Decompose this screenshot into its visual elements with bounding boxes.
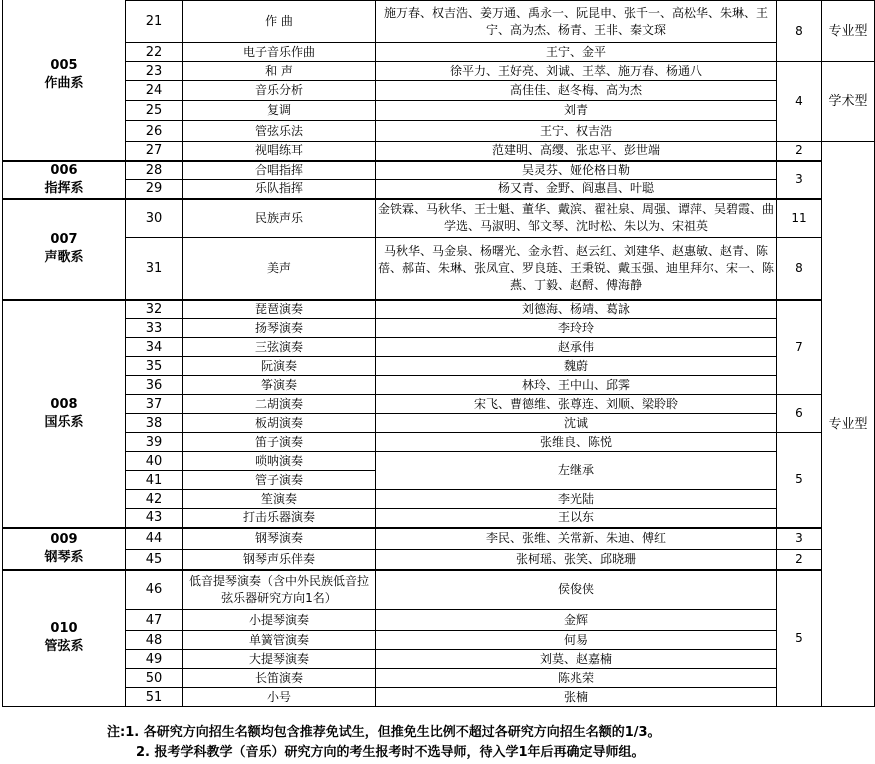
direction-name: 管子演奏	[183, 471, 376, 490]
direction-name: 作 曲	[183, 1, 376, 43]
table-row	[3, 357, 875, 376]
table-row	[3, 121, 875, 142]
table-row	[3, 101, 875, 121]
direction-name: 视唱练耳	[183, 142, 376, 161]
direction-name: 大提琴演奏	[183, 650, 376, 669]
row-number: 51	[126, 688, 183, 707]
row-number: 30	[126, 199, 183, 238]
row-number: 25	[126, 101, 183, 121]
direction-name: 美声	[183, 238, 376, 300]
row-number: 24	[126, 81, 183, 101]
row-number: 38	[126, 414, 183, 433]
quota: 8	[777, 238, 822, 300]
dept-code: 008	[50, 396, 78, 412]
advisors: 林玲、王中山、邱霁	[376, 376, 777, 395]
advisors: 张维良、陈悦	[376, 433, 777, 452]
row-number: 35	[126, 357, 183, 376]
table-row	[3, 300, 875, 319]
table-row	[3, 376, 875, 395]
dept-name: 声歌系	[44, 250, 84, 265]
advisors: 李民、张维、关常新、朱迪、傅红	[376, 528, 777, 550]
row-number: 47	[126, 610, 183, 631]
table-row	[3, 81, 875, 101]
dept-name: 国乐系	[44, 414, 84, 430]
note-1: 注:1. 各研究方向招生名额均包含推荐免试生，但推免生比例不超过各研究方向招生名额的1/3。	[107, 725, 661, 740]
direction-name: 管弦乐法	[183, 121, 376, 142]
enrollment-table	[2, 0, 875, 707]
row-number: 50	[126, 669, 183, 688]
dept-cell-005	[3, 0, 126, 161]
dept-name: 作曲系	[44, 76, 84, 92]
table-row	[3, 319, 875, 338]
direction-name: 复调	[183, 101, 376, 121]
direction-name: 小提琴演奏	[183, 610, 376, 631]
dept-code: 010	[50, 621, 78, 637]
table-row	[3, 490, 875, 509]
table-row	[3, 179, 875, 198]
dept-cell-008	[3, 300, 126, 528]
quota: 5	[777, 570, 822, 707]
advisors: 杨又青、金野、阎惠昌、叶聪	[376, 179, 777, 198]
row-number: 33	[126, 319, 183, 338]
direction-name: 和 声	[183, 62, 376, 81]
dept-cell-007	[3, 199, 126, 300]
advisors: 李玲玲	[376, 319, 777, 338]
row-number: 28	[126, 161, 183, 180]
advisors: 赵承伟	[376, 338, 777, 357]
row-number: 22	[126, 43, 183, 62]
advisors: 马秋华、马金泉、杨曙光、金永哲、赵云红、刘建华、赵惠敏、赵青、陈蓓、郝苗、朱琳、张凤宣、罗良琏、王秉锐、戴玉强、迪里拜尔、宋一、陈燕、丁毅、赵酹、傅海静	[376, 238, 777, 300]
table-row	[3, 509, 875, 528]
quota: 7	[777, 300, 822, 395]
row-number: 48	[126, 631, 183, 650]
advisors: 施万春、权吉浩、姜万通、禹永一、阮昆申、张千一、高松华、朱琳、王宁、高为杰、杨青、王非、秦文琛	[376, 1, 777, 43]
direction-name: 琵琶演奏	[183, 300, 376, 319]
quota: 2	[777, 142, 822, 161]
table-row	[3, 395, 875, 414]
advisors: 左继承	[376, 452, 777, 490]
row-number: 46	[126, 570, 183, 610]
table-row	[3, 161, 875, 180]
advisors: 金辉	[376, 610, 777, 631]
dept-name: 管弦系	[44, 639, 84, 655]
quota: 8	[777, 1, 822, 62]
row-number: 37	[126, 395, 183, 414]
table-row	[3, 199, 875, 238]
advisors: 何易	[376, 631, 777, 650]
direction-name: 电子音乐作曲	[183, 43, 376, 62]
dept-code: 005	[50, 58, 78, 74]
row-number: 40	[126, 452, 183, 471]
direction-name: 扬琴演奏	[183, 319, 376, 338]
quota: 5	[777, 433, 822, 528]
row-number: 29	[126, 179, 183, 198]
note-2: 2. 报考学科教学（音乐）研究方向的考生报考时不选导师，待入学1年后再确定导师组。	[136, 745, 645, 760]
advisors: 沈诚	[376, 414, 777, 433]
direction-name: 三弦演奏	[183, 338, 376, 357]
table-row	[3, 610, 875, 631]
table-row	[3, 528, 875, 550]
degree-type: 专业型	[822, 142, 875, 707]
row-number: 27	[126, 142, 183, 161]
advisors: 高佳佳、赵冬梅、高为杰	[376, 81, 777, 101]
advisors: 魏蔚	[376, 357, 777, 376]
direction-name: 笛子演奏	[183, 433, 376, 452]
table-row	[3, 570, 875, 610]
advisors: 吴灵芬、娅伦格日勒	[376, 161, 777, 180]
quota: 3	[777, 161, 822, 199]
table-row	[3, 62, 875, 81]
direction-name: 合唱指挥	[183, 161, 376, 180]
row-number: 21	[126, 1, 183, 43]
dept-cell-009	[3, 528, 126, 570]
quota: 11	[777, 199, 822, 238]
degree-type: 专业型	[822, 1, 875, 62]
advisors: 张柯瑶、张笑、邱晓珊	[376, 550, 777, 570]
table-row	[3, 338, 875, 357]
dept-code: 009	[50, 531, 78, 547]
direction-name: 笙演奏	[183, 490, 376, 509]
quota: 6	[777, 395, 822, 433]
row-number: 41	[126, 471, 183, 490]
table-row	[3, 650, 875, 669]
direction-name: 长笛演奏	[183, 669, 376, 688]
advisors: 宋飞、曹德维、张尊连、刘顺、梁聆聆	[376, 395, 777, 414]
advisors: 李光陆	[376, 490, 777, 509]
row-number: 44	[126, 528, 183, 550]
advisors: 刘莫、赵嘉楠	[376, 650, 777, 669]
advisors: 张楠	[376, 688, 777, 707]
table-row	[3, 142, 875, 161]
direction-name: 音乐分析	[183, 81, 376, 101]
row-number: 39	[126, 433, 183, 452]
advisors: 陈兆荣	[376, 669, 777, 688]
table-row	[3, 43, 875, 62]
table-row	[3, 631, 875, 650]
table-row	[3, 669, 875, 688]
quota: 4	[777, 62, 822, 142]
direction-name: 二胡演奏	[183, 395, 376, 414]
table-row	[3, 238, 875, 300]
row-number: 43	[126, 509, 183, 528]
direction-name: 乐队指挥	[183, 179, 376, 198]
table-row	[3, 452, 875, 471]
direction-name: 板胡演奏	[183, 414, 376, 433]
advisors: 刘德海、杨靖、葛詠	[376, 300, 777, 319]
row-number: 45	[126, 550, 183, 570]
direction-name: 钢琴演奏	[183, 528, 376, 550]
direction-name: 小号	[183, 688, 376, 707]
direction-name: 民族声乐	[183, 199, 376, 238]
advisors: 王以东	[376, 509, 777, 528]
direction-name: 单簧管演奏	[183, 631, 376, 650]
advisors: 刘青	[376, 101, 777, 121]
dept-code: 007	[50, 232, 78, 247]
direction-name: 钢琴声乐伴奏	[183, 550, 376, 570]
advisors: 侯俊侠	[376, 570, 777, 610]
advisors: 范建明、高缨、张忠平、彭世端	[376, 142, 777, 161]
row-number: 26	[126, 121, 183, 142]
quota: 2	[777, 550, 822, 570]
dept-name: 指挥系	[44, 180, 84, 196]
direction-name: 筝演奏	[183, 376, 376, 395]
enrollment-table-container	[2, 0, 874, 707]
direction-name: 低音提琴演奏（含中外民族低音拉弦乐器研究方向1名）	[183, 570, 376, 610]
row-number: 31	[126, 238, 183, 300]
table-row	[3, 1, 875, 43]
row-number: 32	[126, 300, 183, 319]
degree-type: 学术型	[822, 62, 875, 142]
advisors: 王宁、金平	[376, 43, 777, 62]
row-number: 49	[126, 650, 183, 669]
row-number: 42	[126, 490, 183, 509]
advisors: 金铁霖、马秋华、王士魁、董华、戴滨、翟社泉、周强、谭萍、吴碧霞、曲学选、马淑明、邹文琴、沈时松、朱以为、宋祖英	[376, 199, 777, 238]
dept-cell-010	[3, 570, 126, 707]
quota: 3	[777, 528, 822, 550]
table-row	[3, 550, 875, 570]
advisors: 徐平力、王好亮、刘诚、王萃、施万春、杨通八	[376, 62, 777, 81]
table-row	[3, 433, 875, 452]
table-row	[3, 414, 875, 433]
direction-name: 阮演奏	[183, 357, 376, 376]
dept-name: 钢琴系	[44, 549, 84, 565]
direction-name: 唢呐演奏	[183, 452, 376, 471]
table-row	[3, 688, 875, 707]
dept-code: 006	[50, 162, 78, 178]
dept-cell-006	[3, 161, 126, 199]
row-number: 34	[126, 338, 183, 357]
advisors: 王宁、权吉浩	[376, 121, 777, 142]
direction-name: 打击乐器演奏	[183, 509, 376, 528]
row-number: 36	[126, 376, 183, 395]
row-number: 23	[126, 62, 183, 81]
